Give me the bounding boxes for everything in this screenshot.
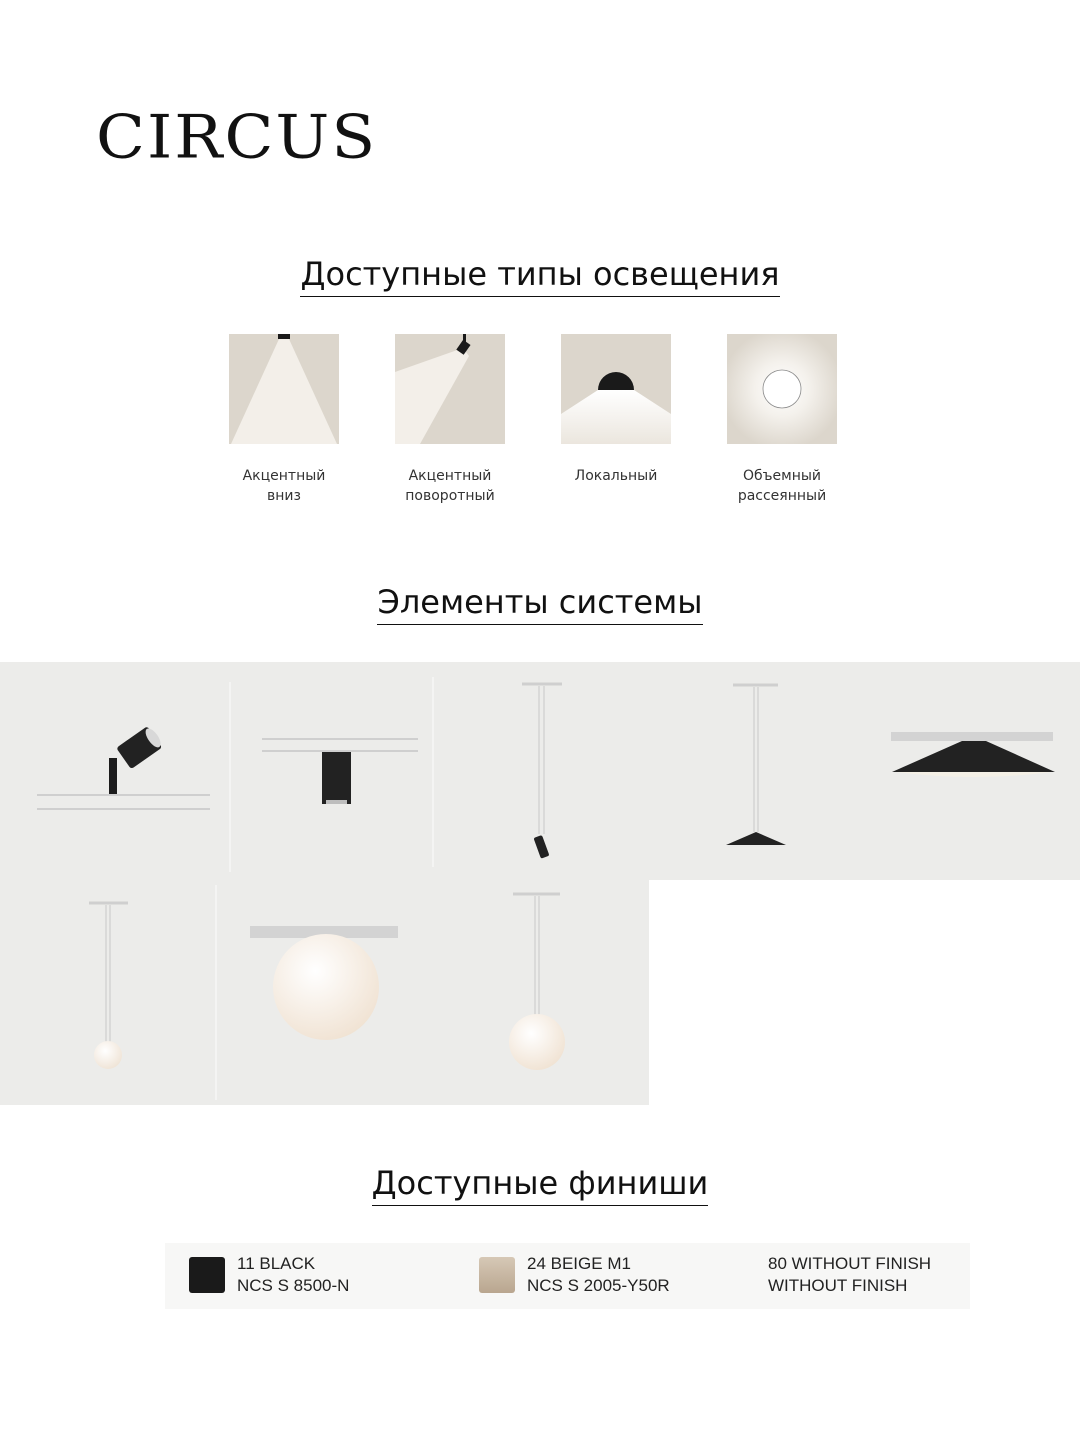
pendant-medium-globe-icon	[430, 880, 649, 1105]
finish-text	[527, 1253, 670, 1297]
lighting-type-label: Объемный рассеянный	[737, 468, 827, 504]
finish-ncs: WITHOUT FINISH	[768, 1276, 908, 1295]
finish-code: 24 BEIGE M1	[527, 1254, 631, 1273]
finish-text	[237, 1253, 349, 1297]
ceiling-large-globe-icon	[217, 880, 427, 1105]
finish-code: 80 WITHOUT FINISH	[768, 1254, 932, 1273]
system-element-ceiling-cone[interactable]	[870, 662, 1070, 885]
pendant-small-cone-icon	[650, 662, 850, 880]
lighting-types-grid	[0, 334, 1080, 534]
system-element-pendant-medium-globe[interactable]	[430, 880, 649, 1110]
system-elements-title: Элементы системы	[0, 583, 1080, 625]
diffused-icon	[727, 334, 837, 444]
lighting-type-accent-rotating[interactable]	[385, 334, 515, 506]
system-element-pendant-small-globe[interactable]	[0, 880, 217, 1110]
finish-code: 11 BLACK	[237, 1254, 316, 1273]
black-swatch	[189, 1257, 225, 1293]
lighting-type-label: Акцентный вниз	[242, 468, 326, 504]
finish-ncs: NCS S 8500-N	[237, 1276, 350, 1295]
lighting-type-diffused[interactable]	[717, 334, 847, 506]
lighting-types-title: Доступные типы освещения	[0, 255, 1080, 297]
pendant-mini-spot-icon	[434, 662, 650, 880]
finishes-bar	[165, 1243, 970, 1309]
system-element-track-cylinder[interactable]	[232, 662, 434, 885]
system-element-ceiling-large-globe[interactable]	[217, 880, 427, 1110]
lighting-type-label: Локальный	[574, 468, 658, 484]
ceiling-cone-shade-icon	[870, 662, 1070, 880]
accent-down-icon	[229, 334, 339, 444]
system-element-pendant-mini-spot[interactable]	[434, 662, 650, 885]
lighting-type-accent-down[interactable]	[219, 334, 349, 506]
brand-logo: CIRCUS	[96, 103, 378, 173]
beige-swatch	[479, 1257, 515, 1293]
local-icon	[561, 334, 671, 444]
system-element-pendant-cone[interactable]	[650, 662, 850, 885]
surface-spot-rotating-icon	[0, 662, 232, 880]
lighting-type-local[interactable]	[551, 334, 681, 486]
track-cylinder-spot-icon	[232, 662, 434, 880]
system-element-surface-spot[interactable]	[0, 662, 232, 885]
finish-ncs: NCS S 2005-Y50R	[527, 1276, 670, 1295]
finishes-title: Доступные финиши	[0, 1164, 1080, 1206]
finish-text	[768, 1253, 931, 1297]
lighting-type-label: Акцентный поворотный	[405, 468, 495, 504]
pendant-small-globe-icon	[0, 880, 217, 1105]
accent-rotating-icon	[395, 334, 505, 444]
